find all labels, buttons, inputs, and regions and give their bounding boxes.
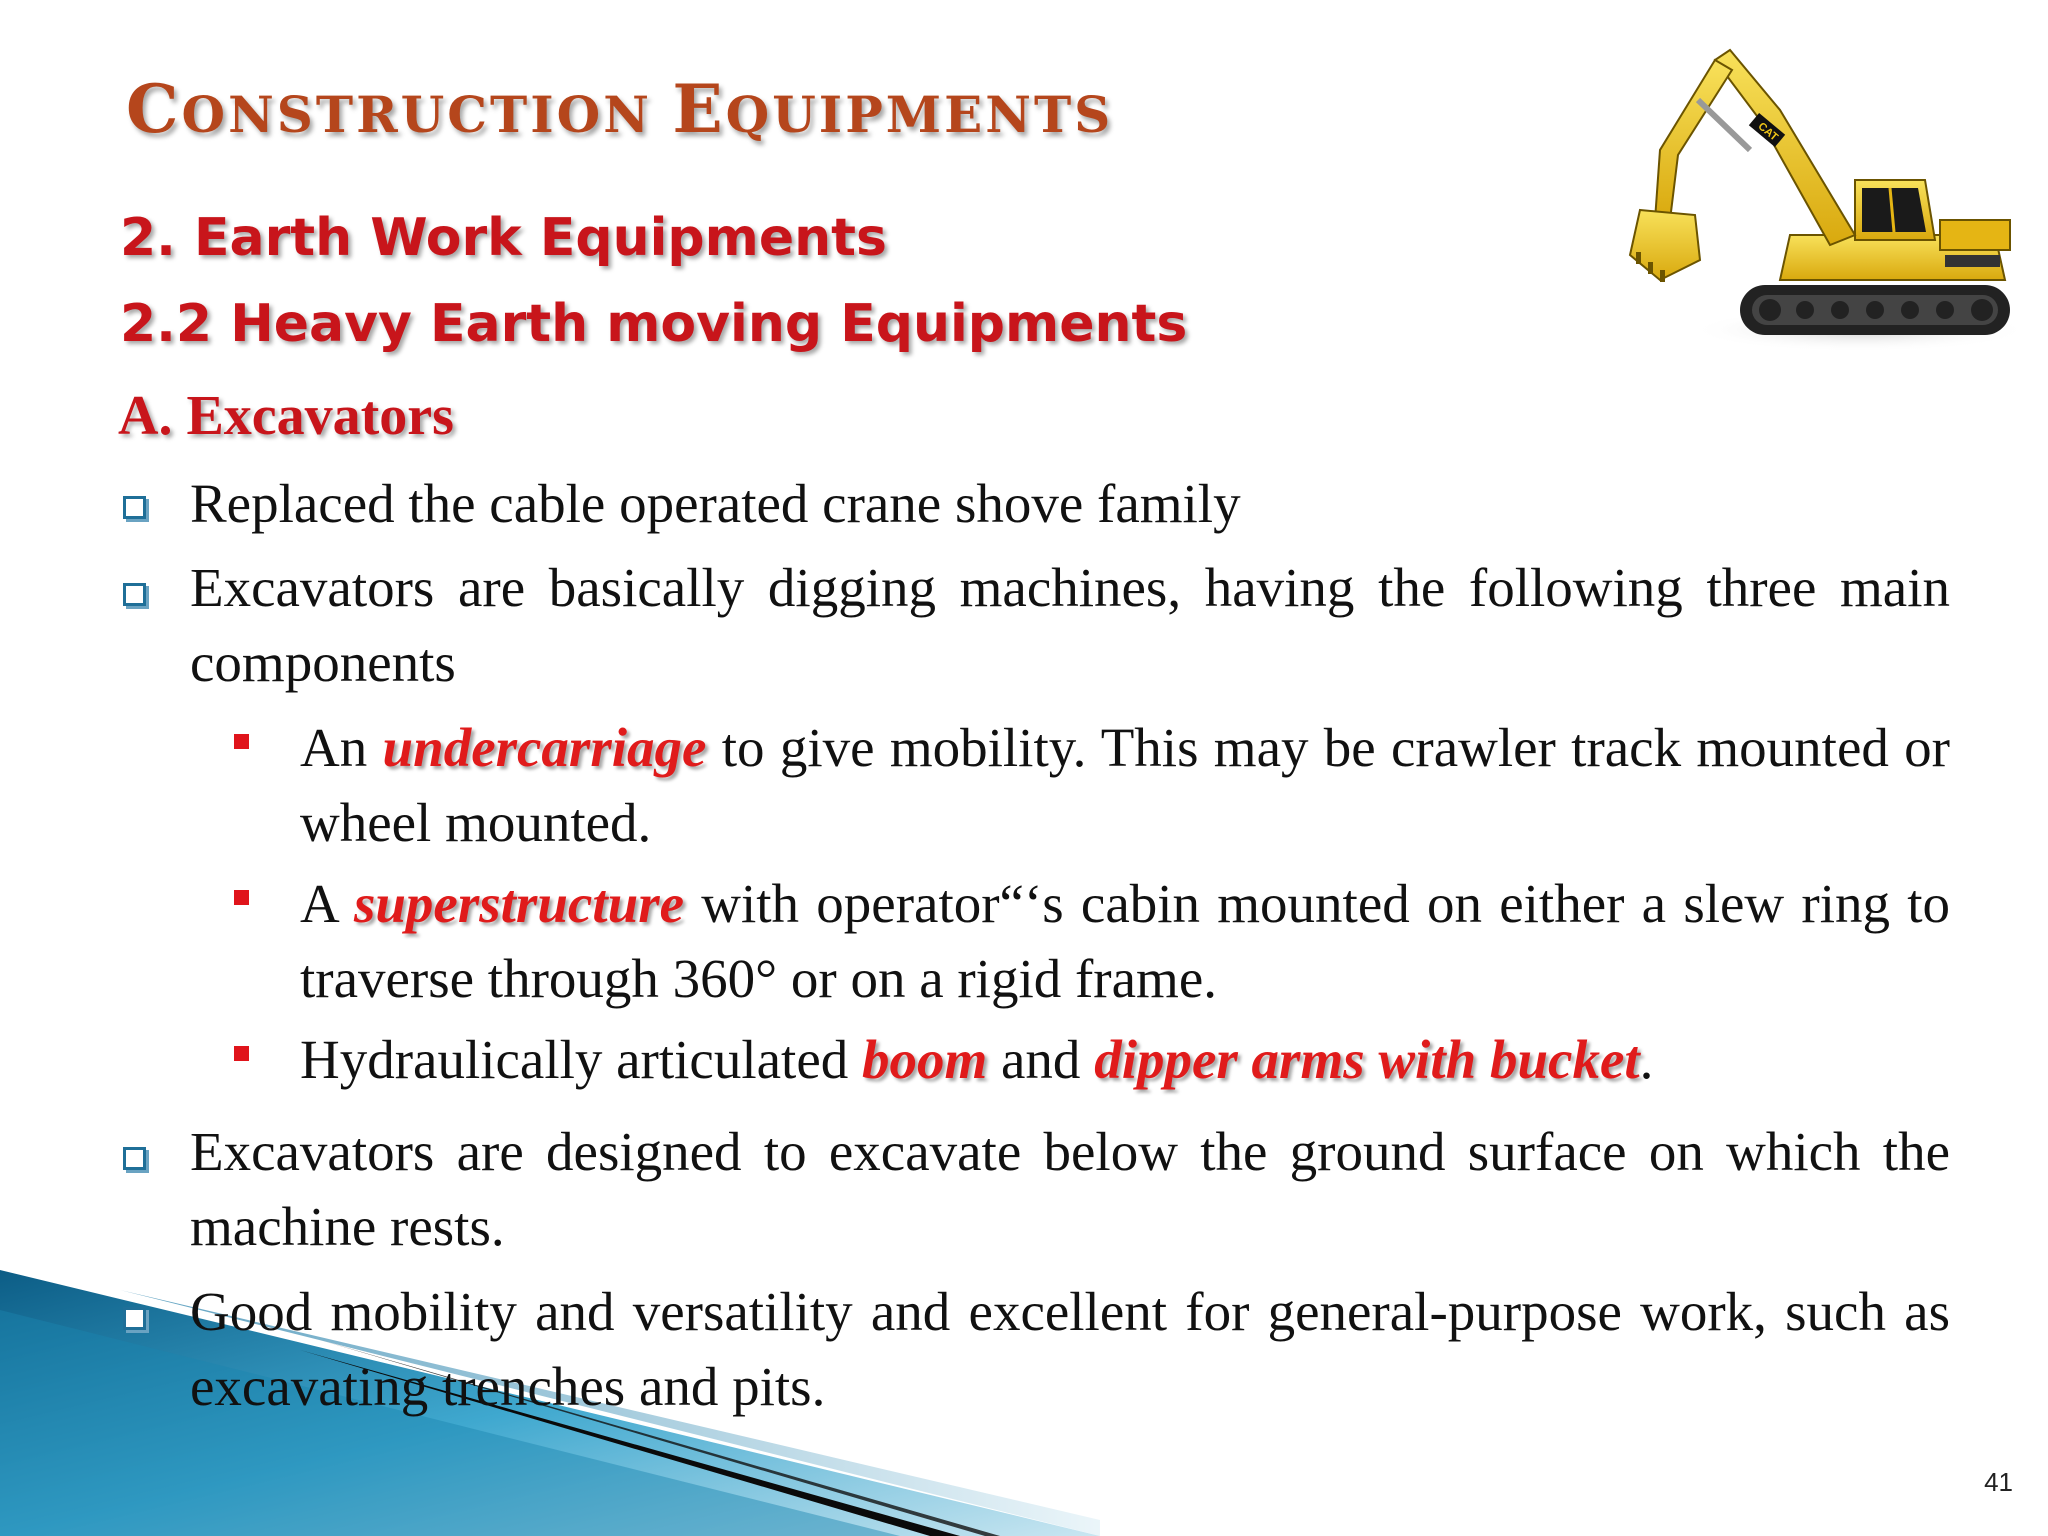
title-cap-e: E	[672, 70, 726, 148]
page-number: 41	[1984, 1467, 2013, 1497]
sub-bullet-icon	[234, 1046, 249, 1061]
bullet-good-mobility: Good mobility and versatility and excellent for general-purpose work, such as excavating trenches and pits.	[190, 1281, 1950, 1417]
bullet-square-icon	[123, 1307, 146, 1330]
bullet-digging-machines: Excavators are basically digging machines, having the following three main components	[190, 557, 1950, 693]
sub-bullet-superstructure	[300, 866, 1950, 1016]
title-word-equipments: QUIPMENTS	[725, 85, 1114, 144]
sub-bullet-boom	[300, 1022, 1950, 1097]
term-dipper-arms: dipper arms with bucket	[1094, 1029, 1640, 1090]
bullet-replaced: Replaced the cable operated crane shove family	[190, 473, 1241, 534]
term-boom: boom	[861, 1029, 988, 1090]
heading-heavy-earth-moving: 2.2 Heavy Earth moving Equipments	[120, 294, 1188, 354]
cat-badge: CAT	[1755, 120, 1781, 144]
title-cap-c: C	[126, 70, 182, 148]
undercarriage-pre: An	[300, 717, 383, 778]
bullet-square-icon	[123, 1147, 146, 1170]
sub-bullet-icon	[234, 734, 249, 749]
sub-bullet-icon	[234, 890, 249, 905]
bullet-square-icon	[123, 496, 146, 519]
superstructure-pre: A	[300, 873, 354, 934]
bullet-square-icon	[123, 583, 146, 606]
boom-mid: and	[987, 1029, 1095, 1090]
superstructure-post: with operator“‘s cabin mounted on either a slew ring to traverse through 360° or on a rigid frame.	[300, 873, 1951, 1009]
excavator-icon	[1600, 30, 2020, 350]
undercarriage-post: to give mobility. This may be crawler track mounted or wheel mounted.	[300, 717, 1950, 853]
title-word-construction: ONSTRUCTION	[181, 85, 673, 144]
sub-bullet-undercarriage	[300, 710, 1950, 860]
boom-post: .	[1639, 1029, 1654, 1090]
slide-title	[126, 70, 1113, 148]
term-undercarriage: undercarriage	[382, 717, 707, 778]
term-superstructure: superstructure	[353, 873, 685, 934]
bullet-designed-to-excavate: Excavators are designed to excavate below the ground surface on which the machine rests.	[190, 1121, 1950, 1257]
boom-pre: Hydraulically articulated	[300, 1029, 862, 1090]
heading-excavators: A. Excavators	[118, 385, 454, 447]
heading-earth-work: 2. Earth Work Equipments	[120, 208, 887, 268]
